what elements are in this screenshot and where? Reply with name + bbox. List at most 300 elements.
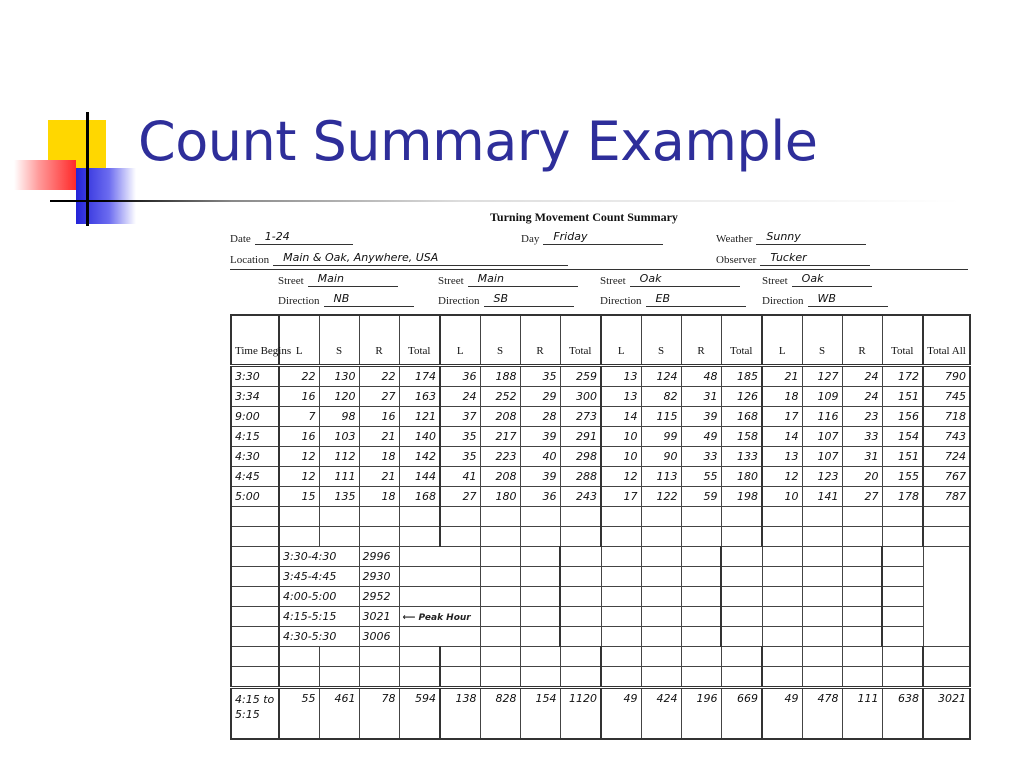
decor-red-bar (14, 160, 76, 190)
count-cell: 49 (681, 427, 721, 447)
blank-cell (802, 647, 842, 667)
blank-cell (560, 627, 601, 647)
blank-cell (802, 627, 842, 647)
hour-total: 2930 (359, 567, 399, 587)
blank-cell (560, 607, 601, 627)
blank-cell (231, 647, 279, 667)
column-header: R (520, 315, 560, 366)
peak-count-cell: 461 (319, 688, 359, 740)
blank-cell (641, 547, 681, 567)
column-header: Total (399, 315, 440, 366)
count-cell: 36 (520, 487, 560, 507)
approach-3-street (600, 272, 740, 287)
blank-cell (231, 587, 279, 607)
blank-cell (721, 527, 762, 547)
day-label: Day (521, 233, 540, 245)
count-cell: 10 (601, 427, 641, 447)
hour-sum-row (231, 587, 970, 607)
blank-cell (359, 527, 399, 547)
count-cell: 113 (641, 467, 681, 487)
blank-cell (762, 567, 802, 587)
blank-cell (601, 567, 641, 587)
count-cell: 16 (359, 407, 399, 427)
blank-cell (923, 647, 970, 667)
day-value: Friday (543, 230, 663, 245)
blank-cell (721, 627, 762, 647)
table-row (231, 387, 970, 407)
hour-sum-row (231, 607, 970, 627)
location-value: Main & Oak, Anywhere, USA (273, 251, 568, 266)
count-cell: 180 (721, 467, 762, 487)
count-cell: 39 (520, 427, 560, 447)
peak-count-cell: 478 (802, 688, 842, 740)
blank-cell (520, 587, 560, 607)
approach-4-direction (762, 292, 888, 307)
peak-count-cell: 154 (520, 688, 560, 740)
street-value: Main (468, 272, 578, 287)
blank-cell (279, 667, 319, 688)
blank-cell (882, 647, 923, 667)
time-cell: 5:00 (231, 487, 279, 507)
blank-cell (842, 667, 882, 688)
blank-cell (882, 587, 923, 607)
count-cell: 111 (319, 467, 359, 487)
blank-cell (279, 507, 319, 527)
blank-cell (231, 607, 279, 627)
blank-cell (520, 527, 560, 547)
count-cell: 168 (399, 487, 440, 507)
direction-label: Direction (600, 295, 642, 307)
blank-cell (560, 667, 601, 688)
approach-1-direction (278, 292, 414, 307)
count-cell: 21 (359, 467, 399, 487)
blank-cell (601, 587, 641, 607)
blank-cell (762, 627, 802, 647)
count-cell: 178 (882, 487, 923, 507)
peak-count-cell: 638 (882, 688, 923, 740)
count-cell: 33 (681, 447, 721, 467)
blank-cell (480, 667, 520, 688)
street-value: Oak (792, 272, 872, 287)
blank-cell (359, 507, 399, 527)
location-label: Location (230, 254, 270, 266)
blank-cell (802, 667, 842, 688)
blank-cell (842, 547, 882, 567)
count-cell: 29 (520, 387, 560, 407)
count-cell: 144 (399, 467, 440, 487)
blank-cell (681, 667, 721, 688)
count-cell: 20 (842, 467, 882, 487)
count-cell: 17 (601, 487, 641, 507)
hour-total: 3021 (359, 607, 399, 627)
count-cell: 217 (480, 427, 520, 447)
note-cell (399, 627, 480, 647)
blank-cell (279, 647, 319, 667)
decor-blue-square (76, 168, 136, 224)
count-cell: 23 (842, 407, 882, 427)
blank-cell (842, 647, 882, 667)
column-header: S (319, 315, 359, 366)
count-cell: 198 (721, 487, 762, 507)
count-cell: 35 (440, 427, 480, 447)
table-row (231, 467, 970, 487)
count-cell: 59 (681, 487, 721, 507)
blank-cell (882, 547, 923, 567)
blank-cell (601, 527, 641, 547)
observer-label: Observer (716, 254, 757, 266)
count-cell: 259 (560, 366, 601, 387)
note-cell (399, 587, 480, 607)
direction-label: Direction (438, 295, 480, 307)
hour-period: 4:30-5:30 (279, 627, 359, 647)
direction-label: Direction (762, 295, 804, 307)
count-cell: 300 (560, 387, 601, 407)
count-cell: 107 (802, 427, 842, 447)
count-cell: 151 (882, 447, 923, 467)
blank-cell (520, 627, 560, 647)
blank-row (231, 527, 970, 547)
count-cell: 55 (681, 467, 721, 487)
count-cell: 124 (641, 366, 681, 387)
blank-cell (560, 547, 601, 567)
blank-cell (520, 667, 560, 688)
count-cell: 745 (923, 387, 970, 407)
blank-cell (279, 527, 319, 547)
blank-cell (601, 547, 641, 567)
count-cell: 116 (802, 407, 842, 427)
count-cell: 16 (279, 387, 319, 407)
approach-1-street (278, 272, 398, 287)
blank-cell (681, 547, 721, 567)
count-cell: 743 (923, 427, 970, 447)
blank-cell (601, 607, 641, 627)
count-cell: 151 (882, 387, 923, 407)
blank-cell (480, 527, 520, 547)
count-cell: 31 (842, 447, 882, 467)
count-cell: 48 (681, 366, 721, 387)
count-cell: 208 (480, 407, 520, 427)
count-cell: 185 (721, 366, 762, 387)
count-cell: 127 (802, 366, 842, 387)
peak-count-cell: 78 (359, 688, 399, 740)
count-cell: 718 (923, 407, 970, 427)
count-cell: 174 (399, 366, 440, 387)
count-cell: 298 (560, 447, 601, 467)
count-cell: 12 (279, 447, 319, 467)
blank-cell (762, 667, 802, 688)
column-header: L (440, 315, 480, 366)
count-cell: 12 (601, 467, 641, 487)
peak-hour-note: ⟵ Peak Hour (402, 613, 471, 623)
count-cell: 133 (721, 447, 762, 467)
count-cell: 33 (842, 427, 882, 447)
hour-sum-row (231, 547, 970, 567)
blank-cell (721, 567, 762, 587)
blank-cell (560, 587, 601, 607)
street-value: Oak (630, 272, 740, 287)
blank-cell (882, 607, 923, 627)
decor-vertical-line (86, 112, 89, 226)
location-field (230, 251, 568, 266)
blank-cell (923, 507, 970, 527)
count-cell: 121 (399, 407, 440, 427)
blank-cell (520, 547, 560, 567)
count-cell: 98 (319, 407, 359, 427)
blank-cell (681, 607, 721, 627)
blank-cell (842, 527, 882, 547)
count-cell: 14 (762, 427, 802, 447)
weather-value: Sunny (756, 230, 866, 245)
peak-count-cell: 196 (681, 688, 721, 740)
blank-cell (681, 567, 721, 587)
hour-period: 4:00-5:00 (279, 587, 359, 607)
count-summary-table (230, 314, 971, 740)
count-cell: 18 (359, 487, 399, 507)
blank-cell (480, 507, 520, 527)
peak-hour-total-row (231, 688, 970, 740)
blank-cell (480, 547, 520, 567)
count-cell: 140 (399, 427, 440, 447)
column-header: S (802, 315, 842, 366)
count-cell: 787 (923, 487, 970, 507)
blank-cell (882, 627, 923, 647)
count-cell: 18 (359, 447, 399, 467)
count-cell: 155 (882, 467, 923, 487)
column-header: Total (560, 315, 601, 366)
blank-cell (480, 647, 520, 667)
blank-cell (681, 587, 721, 607)
count-cell: 40 (520, 447, 560, 467)
count-cell: 154 (882, 427, 923, 447)
time-cell: 9:00 (231, 407, 279, 427)
header-rule (230, 269, 968, 270)
date-label: Date (230, 233, 251, 245)
peak-count-cell: 424 (641, 688, 681, 740)
blank-cell (641, 507, 681, 527)
hour-total: 3006 (359, 627, 399, 647)
count-cell: 99 (641, 427, 681, 447)
hour-total: 2996 (359, 547, 399, 567)
count-cell: 12 (762, 467, 802, 487)
count-cell: 17 (762, 407, 802, 427)
peak-count-cell: 138 (440, 688, 480, 740)
count-cell: 288 (560, 467, 601, 487)
count-cell: 27 (440, 487, 480, 507)
time-cell: 3:34 (231, 387, 279, 407)
date-value: 1-24 (255, 230, 353, 245)
weather-field (716, 230, 866, 245)
blank-cell (802, 587, 842, 607)
peak-count-cell: 669 (721, 688, 762, 740)
count-cell: 22 (359, 366, 399, 387)
count-cell: 24 (842, 387, 882, 407)
approach-2-street (438, 272, 578, 287)
count-cell: 126 (721, 387, 762, 407)
date-field (230, 230, 353, 245)
approach-4-street (762, 272, 872, 287)
blank-cell (802, 547, 842, 567)
count-cell: 724 (923, 447, 970, 467)
count-cell: 90 (641, 447, 681, 467)
count-cell: 122 (641, 487, 681, 507)
count-cell: 15 (279, 487, 319, 507)
blank-cell (231, 627, 279, 647)
blank-row (231, 507, 970, 527)
direction-value: NB (324, 292, 414, 307)
column-header: S (641, 315, 681, 366)
peak-count-cell: 49 (762, 688, 802, 740)
count-cell: 27 (842, 487, 882, 507)
peak-count-cell: 3021 (923, 688, 970, 740)
blank-cell (231, 667, 279, 688)
blank-row (231, 667, 970, 688)
hour-total: 2952 (359, 587, 399, 607)
approach-3-direction (600, 292, 746, 307)
count-cell: 156 (882, 407, 923, 427)
count-cell: 135 (319, 487, 359, 507)
note-cell (399, 547, 480, 567)
blank-cell (923, 527, 970, 547)
count-cell: 18 (762, 387, 802, 407)
count-cell: 35 (520, 366, 560, 387)
count-cell: 13 (601, 387, 641, 407)
blank-cell (560, 507, 601, 527)
blank-cell (231, 527, 279, 547)
blank-cell (319, 527, 359, 547)
count-cell: 158 (721, 427, 762, 447)
blank-cell (641, 527, 681, 547)
blank-cell (762, 647, 802, 667)
count-cell: 21 (359, 427, 399, 447)
count-cell: 14 (601, 407, 641, 427)
observer-field (716, 251, 870, 266)
blank-cell (882, 567, 923, 587)
column-header: L (762, 315, 802, 366)
blank-cell (721, 647, 762, 667)
peak-count-cell: 111 (842, 688, 882, 740)
blank-cell (359, 667, 399, 688)
blank-cell (762, 527, 802, 547)
column-header: L (601, 315, 641, 366)
blank-cell (842, 607, 882, 627)
count-cell: 107 (802, 447, 842, 467)
blank-row (231, 647, 970, 667)
blank-cell (721, 547, 762, 567)
blank-cell (520, 507, 560, 527)
blank-cell (399, 507, 440, 527)
count-cell: 130 (319, 366, 359, 387)
blank-cell (721, 507, 762, 527)
count-cell: 21 (762, 366, 802, 387)
count-cell: 115 (641, 407, 681, 427)
table-row (231, 427, 970, 447)
column-header: Total All (923, 315, 970, 366)
blank-cell (319, 667, 359, 688)
column-header: S (480, 315, 520, 366)
count-cell: 12 (279, 467, 319, 487)
peak-count-cell: 594 (399, 688, 440, 740)
street-label: Street (762, 275, 788, 287)
blank-cell (560, 647, 601, 667)
count-cell: 36 (440, 366, 480, 387)
column-header: Total (882, 315, 923, 366)
count-cell: 291 (560, 427, 601, 447)
blank-cell (231, 507, 279, 527)
blank-cell (480, 587, 520, 607)
blank-cell (601, 667, 641, 688)
count-cell: 223 (480, 447, 520, 467)
column-header: R (359, 315, 399, 366)
hour-sum-row (231, 567, 970, 587)
table-row (231, 407, 970, 427)
blank-cell (399, 527, 440, 547)
blank-cell (762, 607, 802, 627)
count-cell: 767 (923, 467, 970, 487)
column-header: R (681, 315, 721, 366)
peak-count-cell: 55 (279, 688, 319, 740)
blank-cell (520, 647, 560, 667)
blank-cell (802, 527, 842, 547)
blank-cell (601, 627, 641, 647)
blank-cell (681, 627, 721, 647)
blank-cell (231, 547, 279, 567)
blank-cell (842, 627, 882, 647)
blank-cell (480, 567, 520, 587)
blank-cell (842, 567, 882, 587)
count-cell: 109 (802, 387, 842, 407)
hour-period: 4:15-5:15 (279, 607, 359, 627)
count-cell: 172 (882, 366, 923, 387)
blank-cell (802, 607, 842, 627)
time-cell: 3:30 (231, 366, 279, 387)
count-cell: 22 (279, 366, 319, 387)
direction-value: EB (646, 292, 746, 307)
count-cell: 35 (440, 447, 480, 467)
blank-cell (560, 527, 601, 547)
blank-cell (440, 507, 480, 527)
count-cell: 112 (319, 447, 359, 467)
blank-cell (882, 527, 923, 547)
blank-cell (480, 627, 520, 647)
blank-cell (882, 667, 923, 688)
blank-cell (560, 567, 601, 587)
street-label: Street (600, 275, 626, 287)
peak-count-cell: 1120 (560, 688, 601, 740)
count-cell: 142 (399, 447, 440, 467)
count-cell: 13 (601, 366, 641, 387)
count-cell: 27 (359, 387, 399, 407)
count-cell: 243 (560, 487, 601, 507)
count-cell: 163 (399, 387, 440, 407)
column-header: R (842, 315, 882, 366)
day-field (521, 230, 663, 245)
hour-period: 3:30-4:30 (279, 547, 359, 567)
blank-cell (681, 507, 721, 527)
blank-cell (762, 507, 802, 527)
count-cell: 168 (721, 407, 762, 427)
blank-cell (319, 507, 359, 527)
time-cell: 4:30 (231, 447, 279, 467)
blank-cell (923, 667, 970, 688)
count-cell: 208 (480, 467, 520, 487)
peak-count-cell: 828 (480, 688, 520, 740)
count-cell: 37 (440, 407, 480, 427)
blank-cell (641, 607, 681, 627)
time-cell: 4:45 (231, 467, 279, 487)
column-header: L (279, 315, 319, 366)
count-cell: 24 (440, 387, 480, 407)
blank-cell (882, 507, 923, 527)
